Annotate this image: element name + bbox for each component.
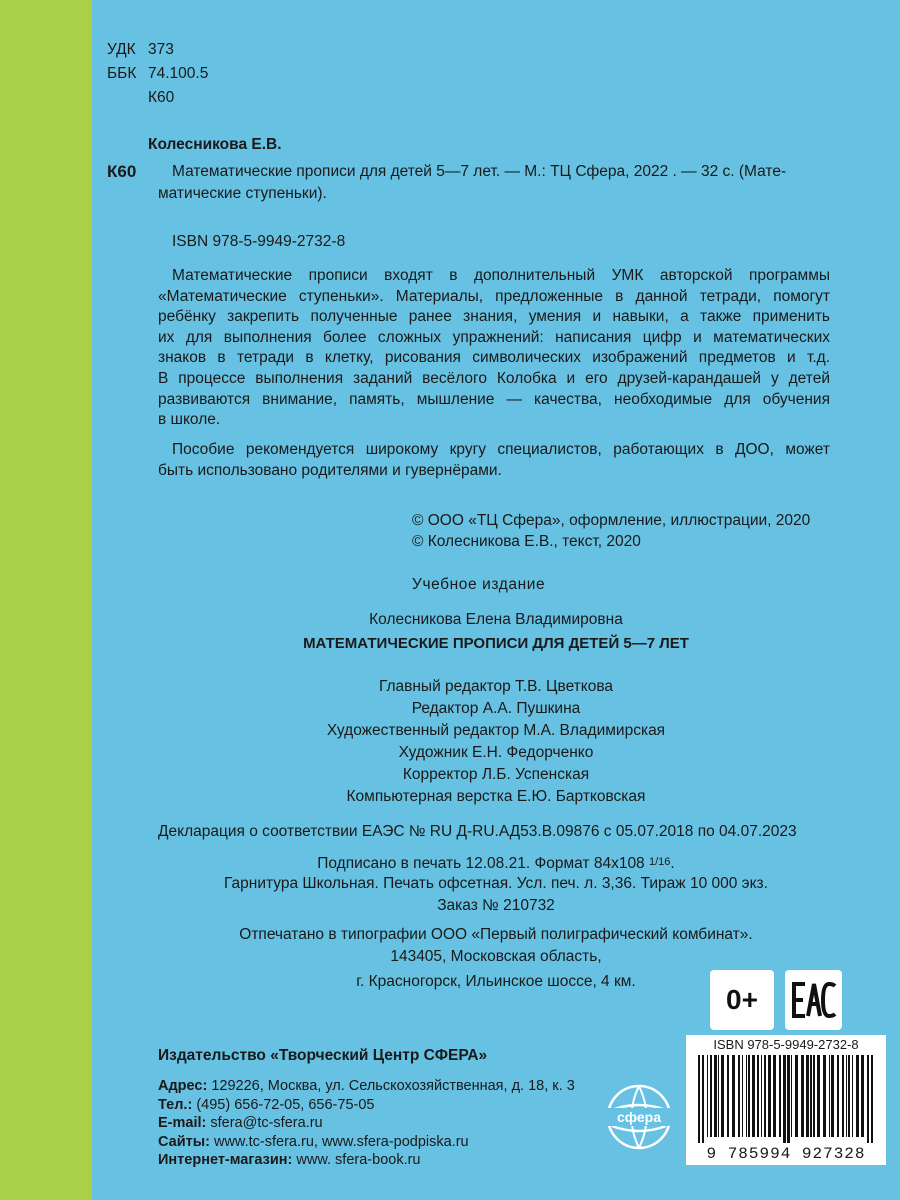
print-details: Гарнитура Школьная. Печать офсетная. Усл. печ. л. 3,36. Тираж 10 000 экз. xyxy=(224,875,768,892)
annotation-line: «Математические ступеньки». Материалы, предложенные в данной тетради, помогут xyxy=(158,287,830,305)
author-mark-bold: К60 xyxy=(107,162,137,181)
annotation-line: их для выполнения более сложных упражнений: написания цифр и математических xyxy=(158,328,830,346)
printer-address-1: 143405, Московская область, xyxy=(390,948,602,965)
credit-chief-editor: Главный редактор Т.В. Цветкова xyxy=(378,678,614,695)
udk-label: УДК xyxy=(107,41,136,58)
printer-address-2: г. Красногорск, Ильинское шоссе, 4 км. xyxy=(356,973,636,990)
isbn-barcode xyxy=(686,1035,886,1165)
book-title: МАТЕМАТИЧЕСКИЕ ПРОПИСИ ДЛЯ ДЕТЕЙ 5—7 ЛЕТ xyxy=(303,635,689,652)
contact-email: E-mail: sfera@tc-sfera.ru xyxy=(158,1115,323,1131)
contact-address: Адрес: 129226, Москва, ул. Сельскохозяйственная, д. 18, к. 3 xyxy=(158,1078,575,1094)
annotation-line: ребёнку закрепить полученные ранее знания, умения и навыки, а также применить xyxy=(158,308,830,326)
barcode-digits: 9 785994 927328 xyxy=(706,1145,866,1163)
biblio-line-1: Математические прописи для детей 5—7 лет. — М.: ТЦ Сфера, 2022 . — 32 с. (Мате- xyxy=(172,163,787,180)
sfera-logo-icon xyxy=(604,1082,674,1152)
credit-layout: Компьютерная верстка Е.Ю. Бартковская xyxy=(346,788,646,805)
author-mark: К60 xyxy=(148,89,175,106)
bbk-label: ББК xyxy=(107,65,137,82)
eac-mark-icon xyxy=(785,970,842,1030)
contact-phone: Тел.: (495) 656-72-05, 656-75-05 xyxy=(158,1096,375,1113)
edition-type: Учебное издание xyxy=(412,576,546,593)
biblio-line-2: матические ступеньки). xyxy=(158,185,327,202)
annotation-line: развиваются внимание, память, мышление — качества, необходимые для обучения xyxy=(158,390,830,408)
recommendation-line: Пособие рекомендуется широкому кругу специалистов, работающих в ДОО, может xyxy=(172,441,830,458)
barcode-isbn-label: ISBN 978-5-9949-2732-8 xyxy=(713,1037,859,1052)
contact-sites: Сайты: www.tc-sfera.ru, www.sfera-podpiska.ru xyxy=(158,1133,469,1150)
copyright-author: © Колесникова Е.В., текст, 2020 xyxy=(412,533,641,550)
printed-at: Отпечатано в типографии ООО «Первый полиграфический комбинат». xyxy=(239,926,753,943)
isbn: ISBN 978-5-9949-2732-8 xyxy=(172,233,346,250)
copyright-sfera: © ООО «ТЦ Сфера», оформление, иллюстрации, 2020 xyxy=(412,512,811,529)
publisher-contacts xyxy=(158,1077,575,1170)
contact-shop: Интернет-магазин: www. sfera-book.ru xyxy=(158,1152,421,1168)
logo-text: сфера xyxy=(604,1108,674,1126)
format-fraction: 1/16 xyxy=(649,856,671,868)
print-signed-text: Подписано в печать 12.08.21. Формат 84х108 xyxy=(317,855,645,872)
credit-art-editor: Художественный редактор М.А. Владимирская xyxy=(326,722,666,739)
annotation-line: Математические прописи входят в дополнительный УМК авторской программы xyxy=(172,267,830,284)
udk-value: 373 xyxy=(148,41,174,58)
bbk-value: 74.100.5 xyxy=(148,65,209,82)
annotation-paragraph xyxy=(158,266,830,431)
annotation-line: В процессе выполнения заданий весёлого Колобка и его друзей-карандашей у детей xyxy=(158,369,830,387)
credit-artist: Художник Е.Н. Федорченко xyxy=(398,744,594,761)
publisher-name: Издательство «Творческий Центр СФЕРА» xyxy=(158,1047,488,1064)
annotation-line: в школе. xyxy=(158,411,221,429)
order-number: Заказ № 210732 xyxy=(437,897,555,914)
barcode-bars xyxy=(694,1055,878,1143)
recommendation-paragraph xyxy=(158,440,830,481)
author-header: Колесникова Е.В. xyxy=(148,136,282,153)
credit-proofreader: Корректор Л.Б. Успенская xyxy=(402,766,590,783)
author-full-name: Колесникова Елена Владимировна xyxy=(369,611,623,628)
age-rating-badge: 0+ xyxy=(710,970,774,1030)
green-side-stripe xyxy=(0,0,92,1200)
print-signed: Подписано в печать 12.08.21. Формат 84х108 1/16. xyxy=(317,855,675,872)
annotation-line: знаков в тетради в клетку, рисования символических изображений предметов и т.д. xyxy=(158,349,830,367)
declaration: Декларация о соответствии ЕАЭС № RU Д-RU.АД53.В.09876 с 05.07.2018 по 04.07.2023 xyxy=(158,823,797,840)
credit-editor: Редактор А.А. Пушкина xyxy=(411,700,581,717)
recommendation-line: быть использовано родителями и гувернёрами. xyxy=(158,461,502,479)
